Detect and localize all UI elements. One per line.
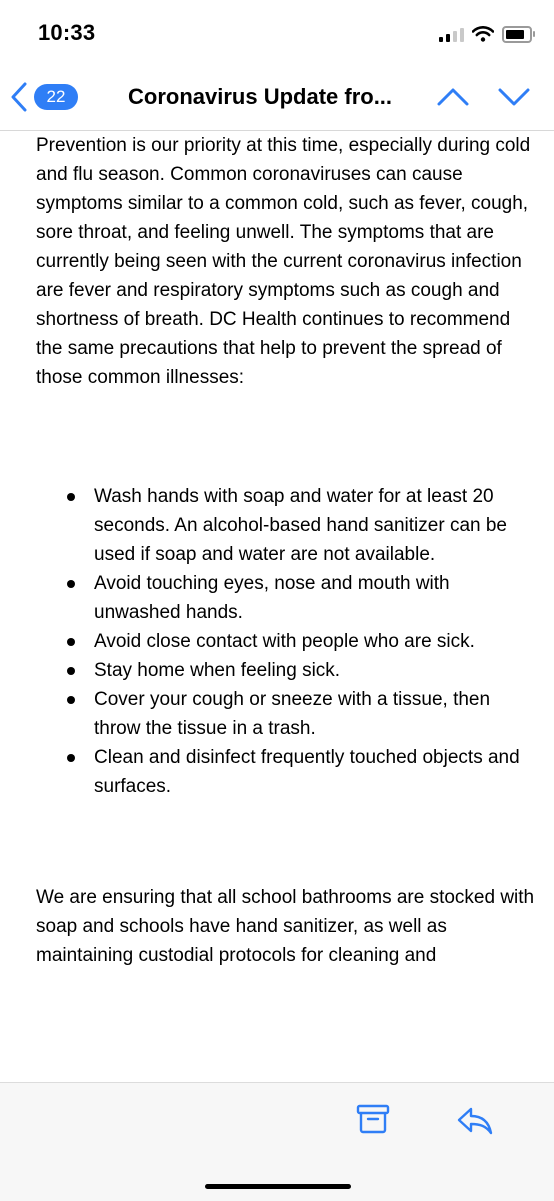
list-item: Clean and disinfect frequently touched objects and surfaces.: [36, 743, 536, 801]
home-indicator[interactable]: [205, 1184, 351, 1189]
chevron-left-icon: [10, 82, 28, 112]
back-button[interactable]: [10, 82, 78, 112]
list-item: Stay home when feeling sick.: [36, 656, 536, 685]
battery-icon: [502, 26, 532, 43]
next-message-button[interactable]: [497, 82, 531, 117]
unread-count-badge: 22: [34, 84, 78, 110]
battery-level: [506, 30, 524, 39]
list-item: Avoid touching eyes, nose and mouth with unwashed hands.: [36, 569, 536, 627]
mail-nav-bar: [0, 64, 554, 131]
precautions-list: [36, 482, 536, 801]
wifi-icon: [472, 26, 494, 42]
list-item: Avoid close contact with people who are sick.: [36, 627, 536, 656]
archive-button[interactable]: [356, 1103, 390, 1140]
archive-icon: [356, 1103, 390, 1135]
chevron-down-icon: [497, 82, 531, 112]
previous-message-button[interactable]: [436, 82, 470, 117]
chevron-up-icon: [436, 82, 470, 112]
closing-paragraph: We are ensuring that all school bathrooms are stocked with soap and schools have hand sanitizer, as well as maintaining custodial protocols for cleaning and: [36, 887, 535, 966]
cellular-signal-icon: [439, 26, 464, 42]
reply-icon: [456, 1105, 494, 1137]
status-time: 10:33: [38, 20, 96, 45]
list-item: Wash hands with soap and water for at least 20 seconds. An alcohol-based hand sanitizer can be used if soap and water are not available.: [36, 482, 536, 569]
reply-button[interactable]: [456, 1105, 494, 1142]
email-body: [36, 131, 536, 1081]
intro-paragraph: Prevention is our priority at this time, especially during cold and flu season. Common coronaviruses can cause symptoms similar to a common cold, such as fever, cough, sore throat, and feeling unwell. The symptoms that are currently being seen with the current coronavirus infection are fever and respiratory symptoms such as cough and shortness of breath. DC Health continues to recommend the same precautions that help to prevent the spread of those common illnesses:: [36, 135, 531, 388]
message-subject-title: Coronavirus Update fro...: [128, 84, 393, 109]
list-item: Cover your cough or sneeze with a tissue, then throw the tissue in a trash.: [36, 685, 536, 743]
status-icons: [439, 22, 532, 46]
status-bar: [0, 0, 554, 64]
